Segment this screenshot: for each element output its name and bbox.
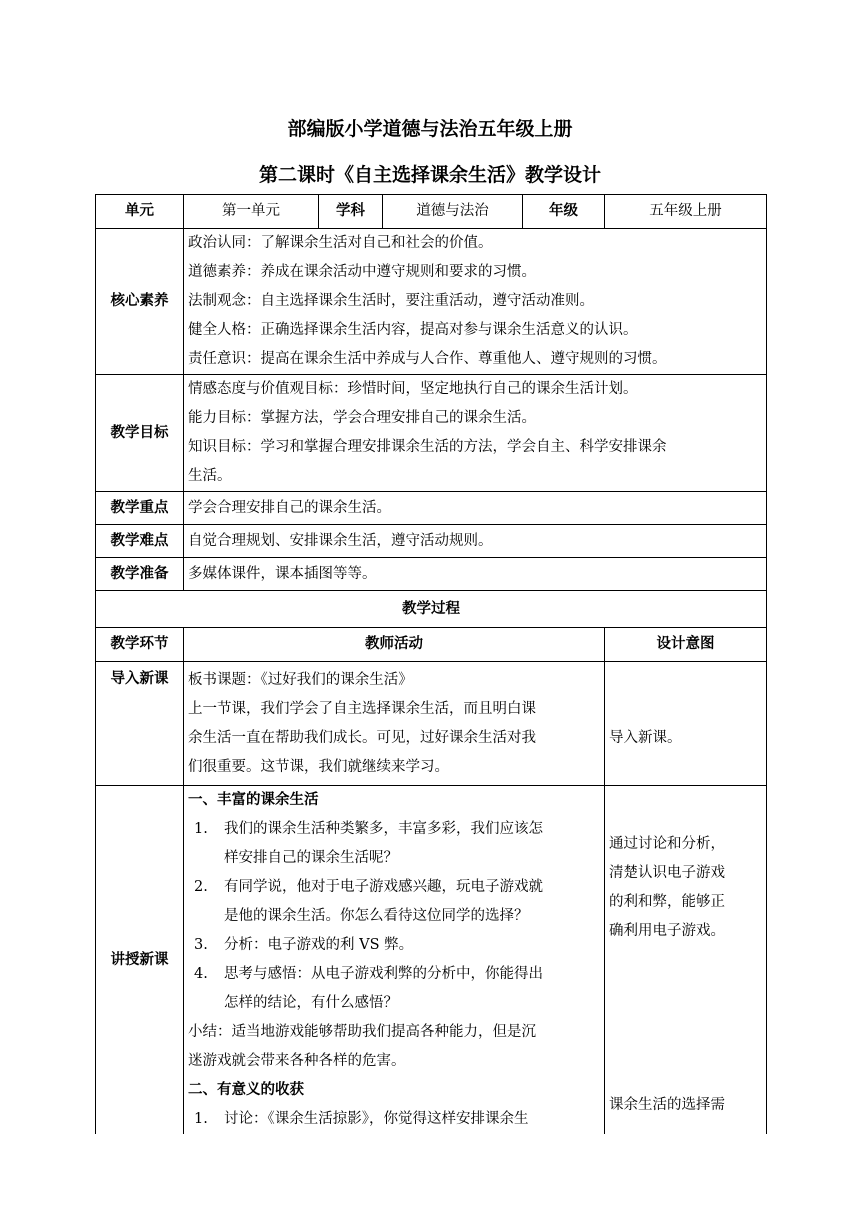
core-literacy-content [184,229,767,375]
summary-line: 小结：适当地游戏能够帮助我们提高各种能力，但是沉 [188,1024,536,1040]
goal-line: 能力目标：掌握方法，学会合理安排自己的课余生活。 [188,410,536,426]
teacher-column-header: 教师活动 [184,628,605,662]
intro-line: 板书课题：《过好我们的课余生活》 [188,671,413,688]
goal-line: 知识目标：学习和掌握合理安排课余生活的方法，学会自主、科学安排课余 [188,439,667,455]
intent-line: 的利和弊，能够正 [609,893,725,910]
stage-column-header: 教学环节 [96,628,184,662]
intro-row [96,662,767,786]
list-line: 思考与感悟：从电子游戏利弊的分析中，你能得出 [224,966,543,982]
key-point-label: 教学重点 [96,492,184,525]
lesson-plan-table [95,194,767,1134]
list-item [188,931,600,960]
core-line: 健全人格：正确选择课余生活内容，提高对参与课余生活意义的认识。 [188,322,638,338]
process-title-row [96,591,767,628]
core-literacy-row [96,229,767,375]
key-point-text: 学会合理安排自己的课余生活。 [184,492,767,525]
grade-label: 年级 [523,195,605,229]
list-line: 分析：电子游戏的利 VS 弊。 [224,937,414,953]
list-item [188,1105,600,1134]
intro-intent [605,662,767,786]
intro-line: 们很重要。这节课，我们就继续来学习。 [188,758,449,775]
teach-stage: 讲授新课 [96,786,184,1135]
section-heading: 一、丰富的课余生活 [188,792,319,808]
intro-teacher-activity [184,662,605,786]
subject-value: 道德与法治 [383,195,523,229]
list-line: 怎样的结论，有什么感悟？ [224,995,398,1011]
intro-line: 上一节课，我们学会了自主选择课余生活，而且明白课 [188,700,536,717]
grade-value: 五年级上册 [605,195,767,229]
intro-intent-text: 导入新课。 [609,729,682,746]
goal-line: 情感态度与价值观目标：珍惜时间，坚定地执行自己的课余生活计划。 [188,381,638,397]
teach-teacher-activity [184,786,605,1135]
list-line: 我们的课余生活种类繁多，丰富多彩，我们应该怎 [224,821,543,837]
process-header-row [96,628,767,662]
unit-label: 单元 [96,195,184,229]
core-line: 道德素养：养成在课余活动中遵守规则和要求的习惯。 [188,264,536,280]
core-line: 政治认同：了解课余生活对自己和社会的价值。 [188,235,493,251]
preparation-label: 教学准备 [96,558,184,591]
list-line: 是他的课余生活。你怎么看待这位同学的选择？ [224,908,529,924]
goal-line: 生活。 [188,468,232,484]
subject-label: 学科 [319,195,383,229]
intro-line: 余生活一直在帮助我们成长。可见，过好课余生活对我 [188,729,536,746]
key-point-row [96,492,767,525]
list-line: 有同学说，他对于电子游戏感兴趣，玩电子游戏就 [224,879,543,895]
summary-line: 迷游戏就会带来各种各样的危害。 [188,1053,406,1069]
intro-stage: 导入新课 [96,662,184,786]
intent-line: 清楚认识电子游戏 [609,864,725,881]
difficulty-label: 教学难点 [96,525,184,558]
lesson-title: 第二课时《自主选择课余生活》教学设计 [258,164,601,186]
preparation-row [96,558,767,591]
document-title: 部编版小学道德与法治五年级上册 [287,118,573,140]
difficulty-text: 自觉合理规划、安排课余生活，遵守活动规则。 [184,525,767,558]
list-number: 3. [194,937,208,953]
preparation-text: 多媒体课件，课本插图等等。 [184,558,767,591]
core-line: 法制观念：自主选择课余生活时，要注重活动，遵守活动准则。 [188,293,594,309]
teaching-goals-row [96,375,767,492]
process-title: 教学过程 [96,591,767,628]
list-item [188,873,600,931]
teach-intent [605,786,767,1135]
teach-row [96,786,767,1135]
list-line: 讨论：《课余生活掠影》，你觉得这样安排课余生 [224,1111,529,1127]
core-literacy-label: 核心素养 [96,229,184,375]
info-row [96,195,767,229]
intent-line: 课余生活的选择需 [609,1096,725,1113]
section-heading: 二、有意义的收获 [188,1082,304,1098]
unit-value: 第一单元 [184,195,319,229]
teaching-goals-content [184,375,767,492]
core-line: 责任意识：提高在课余生活中养成与人合作、尊重他人、遵守规则的习惯。 [188,351,667,367]
list-number: 2. [194,879,208,895]
list-item [188,815,600,873]
list-line: 样安排自己的课余生活呢？ [224,850,398,866]
intent-line: 通过讨论和分析， [609,835,725,852]
list-number: 1. [194,821,208,837]
intent-column-header: 设计意图 [605,628,767,662]
list-item [188,960,600,1018]
difficulty-row [96,525,767,558]
list-number: 4. [194,966,208,982]
intent-line: 确利用电子游戏。 [609,922,725,939]
list-number: 1. [194,1111,208,1127]
teaching-goals-label: 教学目标 [96,375,184,492]
